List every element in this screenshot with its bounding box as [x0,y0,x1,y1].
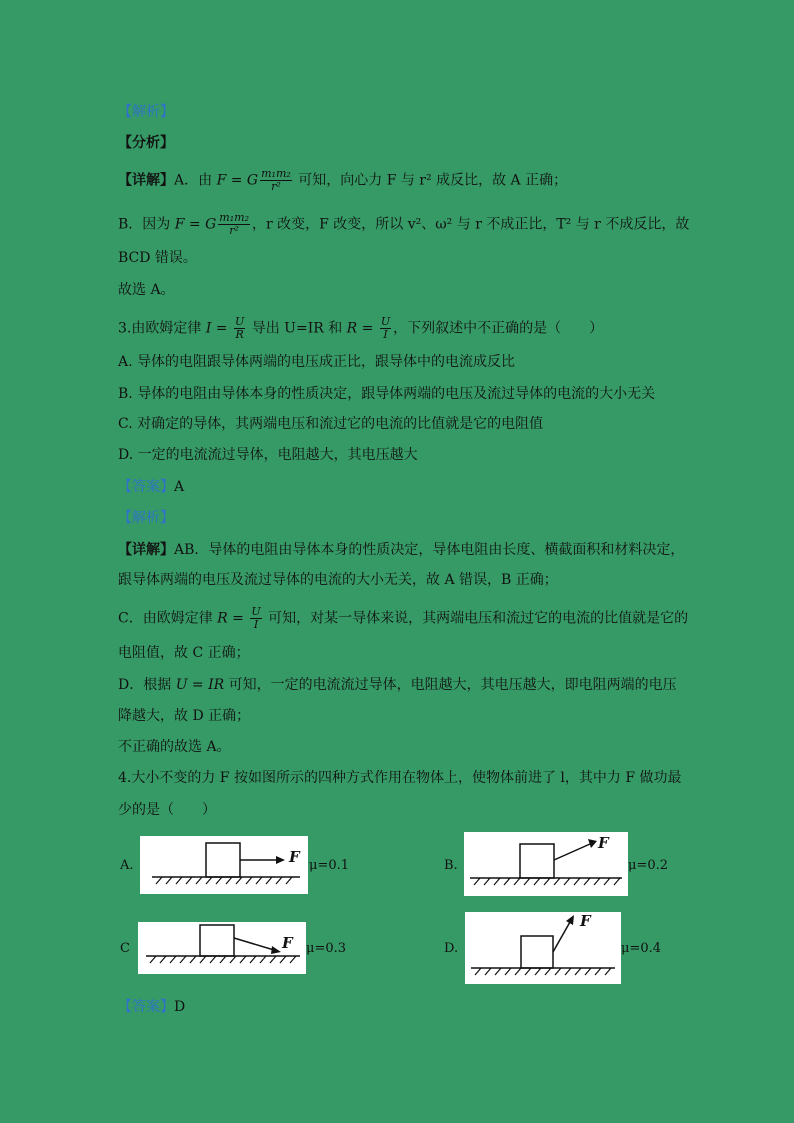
q4-option-b-label: B. [444,858,458,873]
eq-equals: = [357,320,378,337]
frac-den: r² [271,180,281,193]
text: 3.由欧姆定律 [118,320,206,337]
q4-figure-d [465,912,621,984]
force-label-b: F [598,834,609,852]
eq-r: R [346,320,358,337]
text: ，下列叙述中不正确的是（ ） [393,320,604,337]
detail-b-cont: BCD 错误。 [118,250,197,266]
eq-i: I [205,320,212,337]
q3-detail-c [118,606,688,631]
conclusion-1: 故选 A。 [118,282,175,298]
q3-detail-ab-cont: 跟导体两端的电压及流过导体的电流的大小无关，故 A 错误，B 正确； [118,572,558,588]
frac-num: U [234,315,245,328]
detail-tag: 【详解】 [118,172,174,189]
answer-value: D [174,999,186,1015]
q4-figure-b [464,832,628,896]
text: 可知，一定的电流流过导体，电阻越大，其电压越大，即电阻两端的电压 [224,677,677,693]
eq-equals: = [226,172,247,189]
q4-option-a-mu: μ=0.1 [309,858,350,873]
detail-a-line [118,168,567,193]
frac-den: I [383,328,388,341]
text: A．由 [174,172,217,189]
jiexi-tag-2: 【解析】 [118,510,174,526]
resistance-fraction [250,606,261,631]
q3-detail-d-cont: 降越大，故 D 正确； [118,708,251,724]
gravity-fraction [260,168,292,193]
q4-figure-c [138,922,306,974]
frac-den: r² [229,224,239,237]
text: AB．导体的电阻由导体本身的性质决定，导体电阻由长度、横截面积和材料决定， [174,542,685,558]
q3-stem [118,316,603,341]
text: C．由欧姆定律 [118,610,218,627]
text: B．因为 [118,216,175,233]
eq-r: R [217,610,228,627]
frac-num: m₁m₂ [219,211,249,224]
text: 可知，向心力 F 与 r² 成反比，故 A 正确； [293,172,568,189]
text: D．根据 [118,677,176,693]
q4-figure-a [140,836,308,894]
fenxi-heading: 【分析】 [118,135,174,151]
force-label-a: F [289,848,300,866]
q3-conclusion: 不正确的故选 A。 [118,739,231,755]
eq-uir: U = IR [175,677,225,693]
eq-g: G [246,172,259,189]
eq-equals: = [211,320,232,337]
q4-option-b-mu: μ=0.2 [628,858,669,873]
q4-option-c-mu: μ=0.3 [306,941,347,956]
force-label-c: F [282,934,293,952]
answer-value: A [174,479,185,495]
answer-tag: 【答案】 [118,479,174,495]
q4-option-d-label: D. [444,941,459,956]
eq-g: G [205,216,217,233]
q4-answer [118,997,185,1017]
answer-tag: 【答案】 [118,999,174,1015]
q3-answer [118,477,184,497]
q4-option-d-mu: μ=0.4 [621,941,662,956]
text: 导出 U=IR 和 [247,320,347,337]
eq-f: F [174,216,185,233]
force-label-d: F [580,912,591,930]
eq-equals: = [184,216,206,233]
detail-b-line [118,212,689,237]
q3-option-b: B. 导体的电阻由导体本身的性质决定，跟导体两端的电压及流过导体的电流的大小无关 [118,386,656,402]
frac-den: I [253,618,259,631]
eq-equals: = [227,610,249,627]
resistance-fraction [380,316,391,341]
q3-detail-ab [118,540,684,560]
q3-detail-c-cont: 电阻值，故 C 正确； [118,645,250,661]
q3-option-d: D. 一定的电流流过导体，电阻越大，其电压越大 [118,447,418,463]
q4-option-c-label: C [120,941,130,956]
detail-tag: 【详解】 [118,542,174,558]
q4-stem-line1: 4.大小不变的力 F 按如图所示的四种方式作用在物体上，使物体前进了 l，其中力 F 做功最 [118,770,682,786]
frac-num: U [380,315,391,328]
frac-den: R [235,328,244,341]
q4-stem-line2: 少的是（ ） [118,802,216,818]
gravity-fraction [218,212,250,237]
frac-num: m₁m₂ [261,167,291,180]
eq-f: F [216,172,227,189]
text: ，r 改变，F 改变，所以 v²、ω² 与 r 不成正比，T² 与 r 不成反比，故 [251,216,690,233]
q3-option-c: C. 对确定的导体，其两端电压和流过它的电流的比值就是它的电阻值 [118,416,544,432]
text: 可知，对某一导体来说，其两端电压和流过它的电流的比值就是它的 [263,610,689,627]
ohm-fraction [234,316,245,341]
jiexi-tag-1: 【解析】 [118,104,174,120]
frac-num: U [251,605,261,618]
q4-option-a-label: A. [120,858,134,873]
q3-option-a: A. 导体的电阻跟导体两端的电压成正比，跟导体中的电流成反比 [118,354,516,370]
q3-detail-d [118,675,677,695]
